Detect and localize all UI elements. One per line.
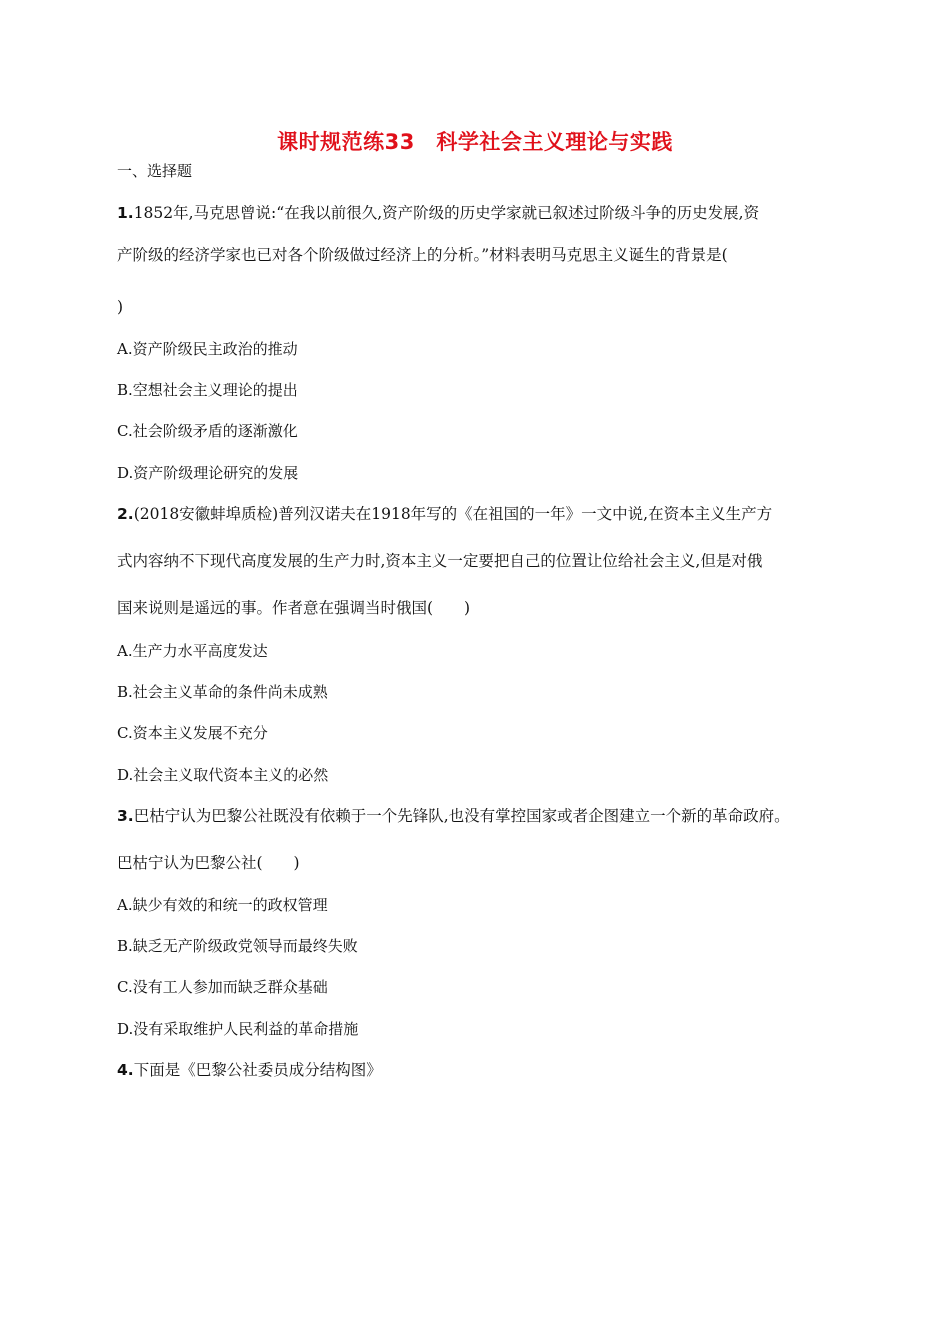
- question-2-line-3: 国来说则是遥远的事。作者意在强调当时俄国( ): [117, 599, 471, 617]
- question-3-option-a: A.缺少有效的和统一的政权管理: [117, 896, 328, 914]
- question-3-line-2: 巴枯宁认为巴黎公社( ): [117, 854, 300, 872]
- question-2-option-a: A.生产力水平高度发达: [117, 642, 268, 660]
- question-2-line-1: 2.(2018安徽蚌埠质检)普列汉诺夫在1918年写的《在祖国的一年》一文中说,在资本主义生产方: [117, 505, 773, 523]
- question-3-option-d: D.没有采取维护人民利益的革命措施: [117, 1020, 359, 1038]
- question-2-option-c: C.资本主义发展不充分: [117, 724, 268, 742]
- question-3-option-b: B.缺乏无产阶级政党领导而最终失败: [117, 937, 358, 955]
- question-1-option-d: D.资产阶级理论研究的发展: [117, 464, 299, 482]
- question-2-line-2: 式内容纳不下现代高度发展的生产力时,资本主义一定要把自己的位置让位给社会主义,但是对俄: [117, 552, 763, 570]
- question-3-line-1: 3.巴枯宁认为巴黎公社既没有依赖于一个先锋队,也没有掌控国家或者企图建立一个新的革命政府。: [117, 807, 790, 825]
- question-2-option-d: D.社会主义取代资本主义的必然: [117, 766, 329, 784]
- question-1-line-1: 1.1852年,马克思曾说:“在我以前很久,资产阶级的历史学家就已叙述过阶级斗争的历史发展,资: [117, 204, 760, 222]
- question-3-option-c: C.没有工人参加而缺乏群众基础: [117, 978, 328, 996]
- question-2-option-b: B.社会主义革命的条件尚未成熟: [117, 683, 328, 701]
- question-1-option-c: C.社会阶级矛盾的逐渐激化: [117, 422, 298, 440]
- question-1-option-a: A.资产阶级民主政治的推动: [117, 340, 298, 358]
- question-number: 3.: [117, 807, 134, 825]
- section-heading: 一、选择题: [117, 162, 193, 180]
- question-number: 1.: [117, 204, 134, 222]
- question-number: 4.: [117, 1061, 134, 1079]
- question-4-line-1: 4.下面是《巴黎公社委员成分结构图》: [117, 1061, 382, 1079]
- page-title: 课时规范练33 科学社会主义理论与实践: [277, 130, 673, 154]
- question-1-line-2: 产阶级的经济学家也已对各个阶级做过经济上的分析。”材料表明马克思主义诞生的背景是(: [117, 246, 728, 264]
- question-number: 2.: [117, 505, 134, 523]
- question-1-option-b: B.空想社会主义理论的提出: [117, 381, 298, 399]
- question-1-line-3: ): [117, 298, 124, 316]
